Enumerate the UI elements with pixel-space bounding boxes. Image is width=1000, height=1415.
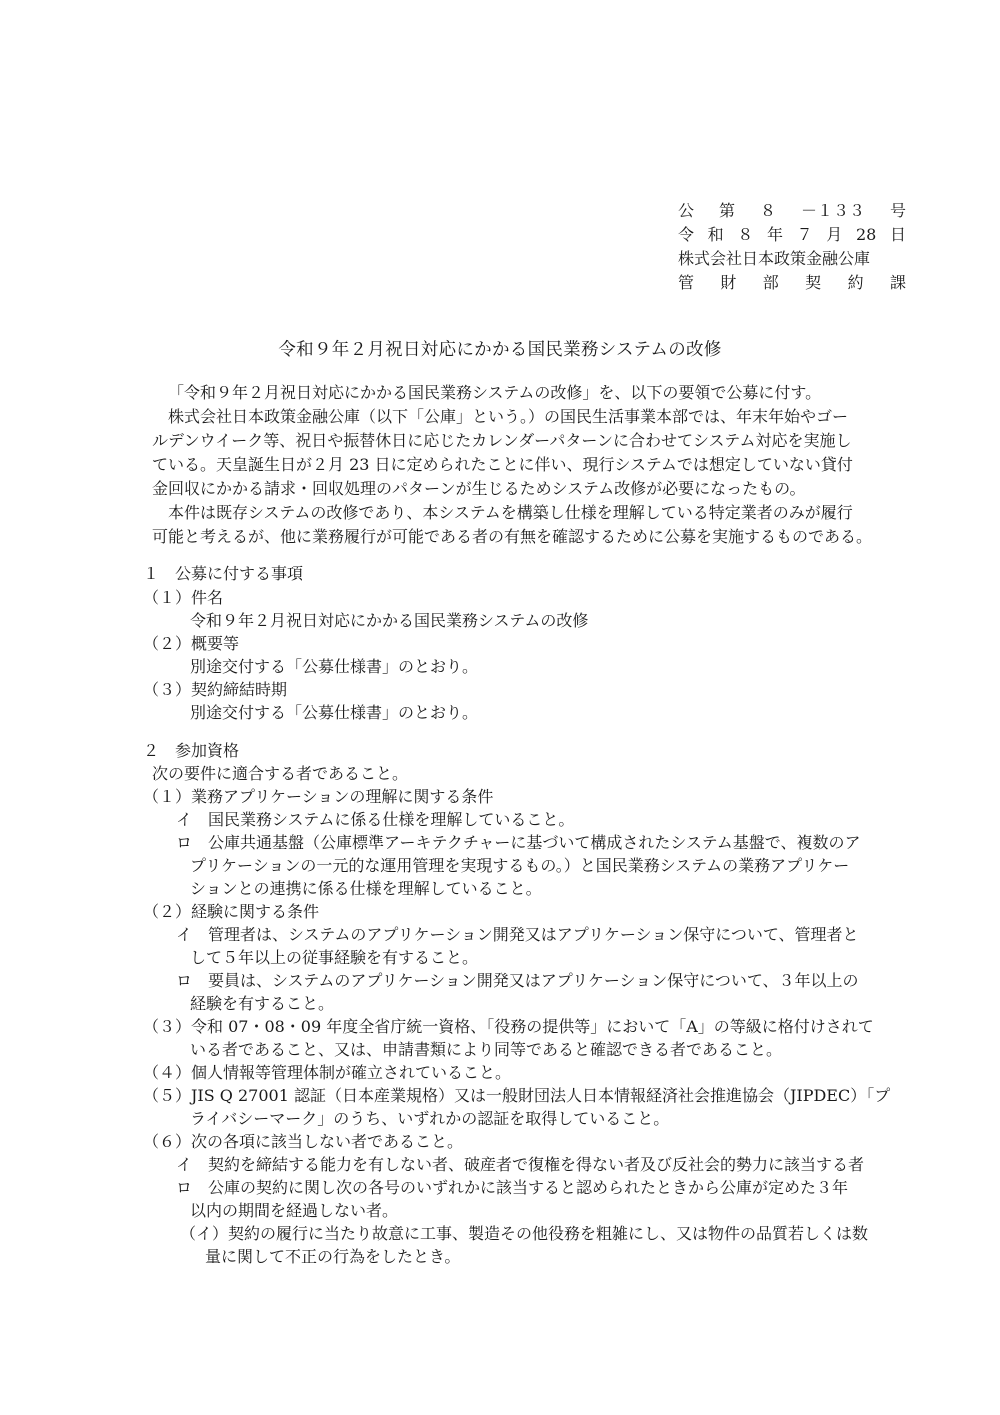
item-text: 別途交付する「公募仕様書」のとおり。 xyxy=(190,703,479,722)
intro-line: ている。天皇誕生日が２月 23 日に定められたことに伴い、現行システムでは想定していない貸付 xyxy=(152,455,853,474)
item-text: 以内の期間を経過しない者。 xyxy=(190,1201,399,1220)
section-heading: １ 公募に付する事項 xyxy=(143,564,304,583)
document-date: 令 和 ８ 年 ７ 月 28 日 xyxy=(678,225,906,244)
item-text: ロ 要員は、システムのアプリケーション開発又はアプリケーション保守について、３年以上の xyxy=(176,971,859,990)
item-text: 経験を有すること。 xyxy=(190,994,335,1013)
item-heading: （３）令和 07・08・09 年度全省庁統一資格、「役務の提供等」において「A」の等級に格付けされて xyxy=(143,1017,874,1036)
document-number: 公 第 ８ －１３３ 号 xyxy=(678,201,906,220)
intro-line: 「令和９年２月祝日対応にかかる国民業務システムの改修」を、以下の要領で公募に付す。 xyxy=(168,383,822,402)
item-text: 別途交付する「公募仕様書」のとおり。 xyxy=(190,657,479,676)
item-heading: （４）個人情報等管理体制が確立されていること。 xyxy=(143,1063,512,1082)
item-text: ションとの連携に係る仕様を理解していること。 xyxy=(190,879,542,898)
intro-line: 可能と考えるが、他に業務履行が可能である者の有無を確認するために公募を実施するものである。 xyxy=(152,527,873,546)
item-text: イ 国民業務システムに係る仕様を理解していること。 xyxy=(176,810,575,829)
intro-line: 本件は既存システムの改修であり、本システムを構築し仕様を理解している特定業者のみが履行 xyxy=(168,503,853,522)
item-heading: （５）JIS Q 27001 認証（日本産業規格）又は一般財団法人日本情報経済社会推進協会（JIPDEC）「プ xyxy=(143,1086,891,1105)
document-header xyxy=(678,199,906,295)
intro-line: 金回収にかかる請求・回収処理のパターンが生じるためシステム改修が必要になったもの。 xyxy=(152,479,806,498)
department-name: 管 財 部 契 約 課 xyxy=(678,273,906,292)
item-text: ロ 公庫の契約に関し次の各号のいずれかに該当すると認められたときから公庫が定めた３年 xyxy=(176,1178,849,1197)
item-text: プリケーションの一元的な運用管理を実現するもの。）と国民業務システムの業務アプリケー xyxy=(190,856,850,875)
item-text: イ 管理者は、システムのアプリケーション開発又はアプリケーション保守について、管理者と xyxy=(176,925,859,944)
intro-line: ルデンウイーク等、祝日や振替休日に応じたカレンダーパターンに合わせてシステム対応を実施し xyxy=(152,431,852,450)
item-heading: （２）概要等 xyxy=(143,634,240,653)
document-title: 令和９年２月祝日対応にかかる国民業務システムの改修 xyxy=(278,340,722,360)
intro-line: 株式会社日本政策金融公庫（以下「公庫」という。）の国民生活事業本部では、年末年始やゴー xyxy=(168,407,849,426)
item-heading: （６）次の各項に該当しない者であること。 xyxy=(143,1132,464,1151)
item-heading: （２）経験に関する条件 xyxy=(143,902,320,921)
section-heading: ２ 参加資格 xyxy=(143,741,240,760)
item-text: いる者であること、又は、申請書類により同等であると確認できる者であること。 xyxy=(190,1040,783,1059)
item-heading: （３）契約締結時期 xyxy=(143,680,288,699)
item-text: 次の要件に適合する者であること。 xyxy=(152,764,409,783)
item-text: イ 契約を締結する能力を有しない者、破産者で復権を得ない者及び反社会的勢力に該当する者 xyxy=(176,1155,865,1174)
item-heading: （１）件名 xyxy=(143,588,224,607)
item-text: して５年以上の従事経験を有すること。 xyxy=(190,948,479,967)
item-text: （イ）契約の履行に当たり故意に工事、製造その他役務を粗雑にし、又は物件の品質若しくは数 xyxy=(180,1224,869,1243)
item-text: ライバシーマーク」のうち、いずれかの認証を取得していること。 xyxy=(190,1109,670,1128)
organization-name: 株式会社日本政策金融公庫 xyxy=(678,249,871,268)
item-text: 令和９年２月祝日対応にかかる国民業務システムの改修 xyxy=(190,611,589,630)
item-heading: （１）業務アプリケーションの理解に関する条件 xyxy=(143,787,494,806)
item-text: 量に関して不正の行為をしたとき。 xyxy=(205,1247,461,1266)
item-text: ロ 公庫共通基盤（公庫標準アーキテクチャーに基づいて構成されたシステム基盤で、複数のア xyxy=(176,833,861,852)
